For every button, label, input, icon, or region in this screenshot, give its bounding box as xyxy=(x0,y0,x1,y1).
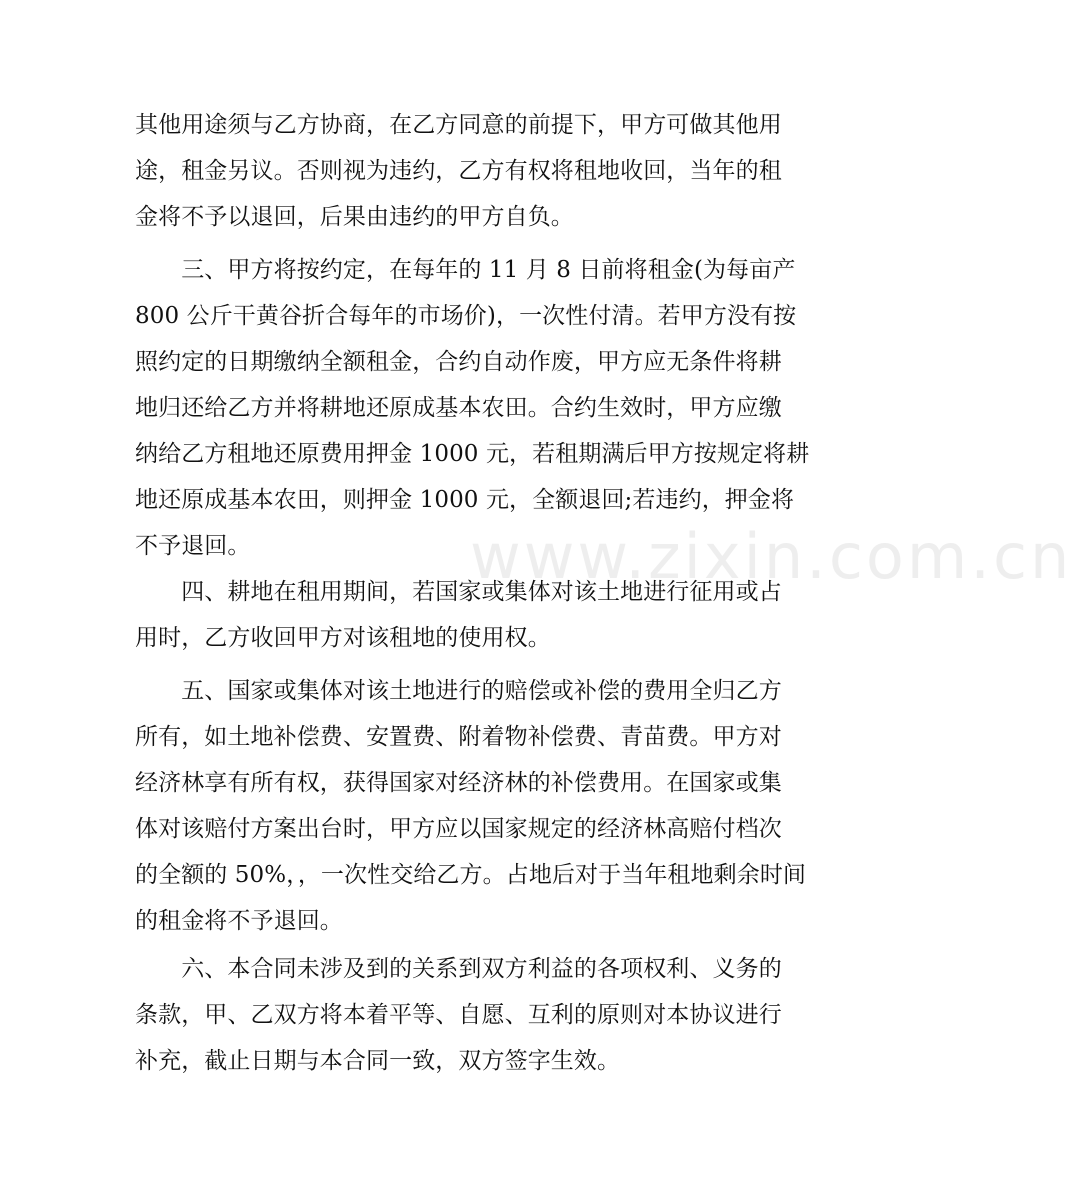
text-line: 六、本合同未涉及到的关系到双方利益的各项权利、义务的 xyxy=(135,956,782,982)
paragraph-clause-3 xyxy=(135,247,809,569)
paragraph-clause-6 xyxy=(135,946,782,1084)
text-line: 途，租金另议。否则视为违约，乙方有权将租地收回，当年的租 xyxy=(135,158,782,184)
text-line: 体对该赔付方案出台时，甲方应以国家规定的经济林高赔付档次 xyxy=(135,816,782,842)
paragraph-clause-5 xyxy=(135,668,806,944)
text-line: 的全额的 50%，，一次性交给乙方。占地后对于当年租地剩余时间 xyxy=(135,862,807,888)
text-line: 五、国家或集体对该土地进行的赔偿或补偿的费用全归乙方 xyxy=(135,678,782,704)
text-line: 用时，乙方收回甲方对该租地的使用权。 xyxy=(135,625,551,651)
text-line: 条款，甲、乙双方将本着平等、自愿、互利的原则对本协议进行 xyxy=(135,1002,782,1028)
text-line: 地还原成基本农田，则押金 1000 元，全额退回;若违约，押金将 xyxy=(135,487,795,513)
text-line: 照约定的日期缴纳全额租金，合约自动作废，甲方应无条件将耕 xyxy=(135,349,782,375)
text-line: 所有，如土地补偿费、安置费、附着物补偿费、青苗费。甲方对 xyxy=(135,724,782,750)
text-line: 三、甲方将按约定，在每年的 11 月 8 日前将租金(为每亩产 xyxy=(135,257,796,283)
text-line: 地归还给乙方并将耕地还原成基本农田。合约生效时，甲方应缴 xyxy=(135,395,782,421)
text-line: 补充，截止日期与本合同一致，双方签字生效。 xyxy=(135,1048,621,1074)
text-line: 金将不予以退回，后果由违约的甲方自负。 xyxy=(135,204,574,230)
watermark: www.zixin.com.cn xyxy=(470,520,1072,593)
paragraph-continuation xyxy=(135,102,782,240)
text-line: 四、耕地在租用期间，若国家或集体对该土地进行征用或占 xyxy=(135,579,782,605)
text-line: 800 公斤干黄谷折合每年的市场价)，一次性付清。若甲方没有按 xyxy=(135,303,797,329)
text-line: 的租金将不予退回。 xyxy=(135,908,343,934)
text-line: 经济林享有所有权，获得国家对经济林的补偿费用。在国家或集 xyxy=(135,770,782,796)
text-line: 纳给乙方租地还原费用押金 1000 元，若租期满后甲方按规定将耕 xyxy=(135,441,810,467)
text-line: 其他用途须与乙方协商，在乙方同意的前提下，甲方可做其他用 xyxy=(135,112,782,138)
paragraph-clause-4 xyxy=(135,569,782,661)
text-line: 不予退回。 xyxy=(135,533,251,559)
